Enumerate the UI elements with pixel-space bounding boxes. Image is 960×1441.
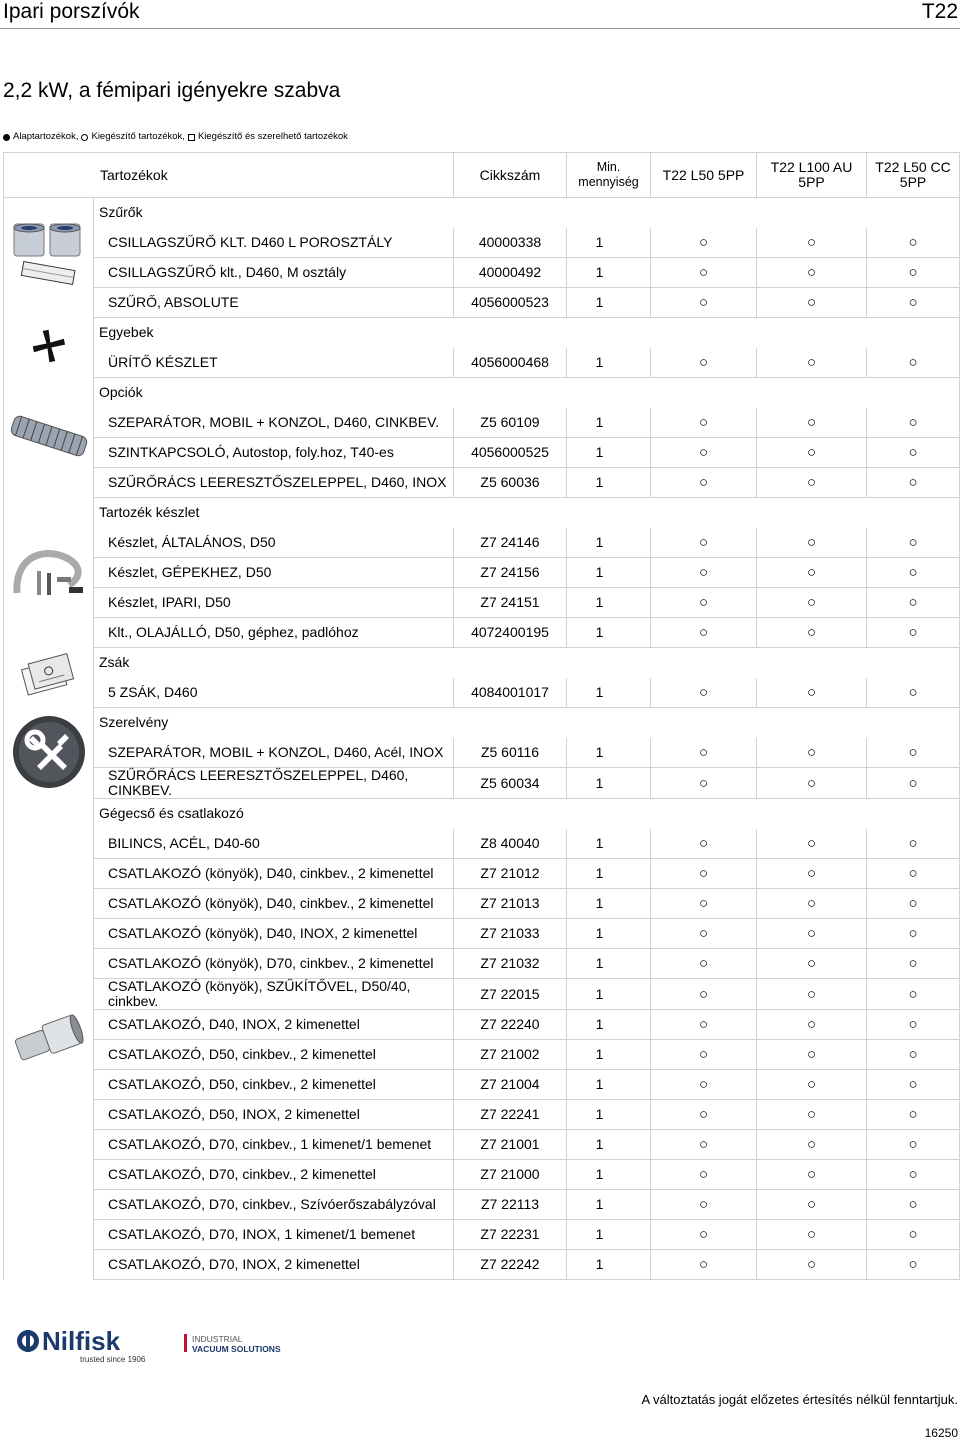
item-name: CSILLAGSZŰRŐ klt., D460, M osztály [94,258,454,288]
table-row [4,979,960,1010]
availability-marker: ○ [867,829,960,859]
availability-marker: ○ [867,919,960,949]
availability-marker: ○ [651,1130,757,1160]
item-code: Z7 21001 [454,1130,567,1160]
item-name: BILINCS, ACÉL, D40-60 [94,829,454,859]
availability-marker: ○ [757,859,867,889]
table-row [4,949,960,979]
availability-marker: ○ [757,258,867,288]
item-name: Készlet, IPARI, D50 [94,588,454,618]
availability-marker: ○ [651,1220,757,1250]
availability-marker: ○ [757,558,867,588]
availability-marker: ○ [867,678,960,708]
item-name: CSATLAKOZÓ, D50, cinkbev., 2 kimenettel [94,1070,454,1100]
availability-marker: ○ [757,288,867,318]
item-code: Z5 60116 [454,738,567,768]
item-min-qty: 1 [567,1250,651,1280]
availability-marker: ○ [651,1100,757,1130]
table-row [4,1220,960,1250]
availability-marker: ○ [757,1160,867,1190]
availability-marker: ○ [651,979,757,1010]
table-row [4,1130,960,1160]
availability-marker: ○ [757,1130,867,1160]
category-row [4,198,960,228]
item-code: Z7 24151 [454,588,567,618]
availability-marker: ○ [867,288,960,318]
filled-circle-icon [3,134,10,141]
item-min-qty: 1 [567,1040,651,1070]
availability-marker: ○ [757,979,867,1010]
table-row [4,1040,960,1070]
page-number: 16250 [924,1426,958,1440]
item-code: Z8 40040 [454,829,567,859]
item-name: Klt., OLAJÁLLÓ, D50, géphez, padlóhoz [94,618,454,648]
availability-marker: ○ [757,1250,867,1280]
availability-marker: ○ [651,588,757,618]
item-name: SZŰRŐRÁCS LEERESZTŐSZELEPPEL, D460, INOX [94,468,454,498]
table-row [4,258,960,288]
item-code: 4056000523 [454,288,567,318]
availability-marker: ○ [757,1010,867,1040]
availability-marker: ○ [867,438,960,468]
availability-marker: ○ [651,1250,757,1280]
item-name: CSILLAGSZŰRŐ KLT. D460 L POROSZTÁLY [94,228,454,258]
availability-marker: ○ [757,1100,867,1130]
availability-marker: ○ [757,588,867,618]
availability-marker: ○ [867,738,960,768]
table-row [4,738,960,768]
availability-marker: ○ [867,1010,960,1040]
category-row [4,318,960,348]
availability-marker: ○ [757,829,867,859]
item-name: Készlet, ÁLTALÁNOS, D50 [94,528,454,558]
availability-marker: ○ [867,468,960,498]
division-line-2: VACUUM SOLUTIONS [192,1344,281,1354]
item-code: 4056000468 [454,348,567,378]
item-code: Z7 21012 [454,859,567,889]
document-category: Ipari porszívók [3,0,140,23]
availability-marker: ○ [867,1130,960,1160]
item-code: 4056000525 [454,438,567,468]
item-name: SZEPARÁTOR, MOBIL + KONZOL, D460, Acél, INOX [94,738,454,768]
availability-marker: ○ [867,1190,960,1220]
item-code: Z7 21004 [454,1070,567,1100]
category-title: Szerelvény [94,708,960,738]
item-name: CSATLAKOZÓ (könyök), D40, cinkbev., 2 kimenettel [94,889,454,919]
availability-marker: ○ [867,1160,960,1190]
item-name: CSATLAKOZÓ, D70, INOX, 1 kimenet/1 bemenet [94,1220,454,1250]
availability-marker: ○ [867,768,960,799]
availability-marker: ○ [651,528,757,558]
category-image [4,318,94,378]
table-row [4,1160,960,1190]
item-min-qty: 1 [567,1220,651,1250]
item-code: Z5 60034 [454,768,567,799]
item-code: Z7 21033 [454,919,567,949]
table-row [4,228,960,258]
table-row [4,408,960,438]
table-row [4,889,960,919]
availability-marker: ○ [651,1010,757,1040]
availability-marker: ○ [867,258,960,288]
availability-marker: ○ [867,528,960,558]
table-row [4,468,960,498]
item-name: CSATLAKOZÓ, D70, cinkbev., Szívóerőszabályzóval [94,1190,454,1220]
item-min-qty: 1 [567,588,651,618]
availability-marker: ○ [651,228,757,258]
accessories-table [3,152,960,1280]
availability-marker: ○ [651,829,757,859]
category-image [4,648,94,708]
availability-marker: ○ [651,889,757,919]
availability-marker: ○ [867,1070,960,1100]
col-header-model-3: T22 L50 CC 5PP [867,153,960,198]
nilfisk-logo [16,1326,316,1366]
item-min-qty: 1 [567,228,651,258]
availability-marker: ○ [867,1100,960,1130]
item-name: CSATLAKOZÓ (könyök), D40, cinkbev., 2 kimenettel [94,859,454,889]
category-row [4,378,960,408]
availability-marker: ○ [757,348,867,378]
table-row [4,768,960,799]
availability-marker: ○ [867,408,960,438]
table-row [4,558,960,588]
availability-marker: ○ [757,468,867,498]
filter-icon [8,279,90,295]
item-min-qty: 1 [567,408,651,438]
category-row [4,498,960,528]
availability-marker: ○ [757,949,867,979]
item-code: Z7 21002 [454,1040,567,1070]
availability-marker: ○ [867,859,960,889]
item-code: Z5 60109 [454,408,567,438]
item-code: Z7 22015 [454,979,567,1010]
page-subtitle: 2,2 kW, a fémipari igényekre szabva [3,79,341,102]
item-name: 5 ZSÁK, D460 [94,678,454,708]
table-row [4,348,960,378]
item-name: CSATLAKOZÓ (könyök), D70, cinkbev., 2 kimenettel [94,949,454,979]
availability-marker: ○ [867,588,960,618]
legend-mountable: Kiegészítő és szerelhető tartozékok [197,131,348,142]
item-code: Z7 24156 [454,558,567,588]
availability-marker: ○ [867,228,960,258]
model-name: T22 [921,0,958,23]
table-row [4,829,960,859]
availability-marker: ○ [757,528,867,558]
item-min-qty: 1 [567,919,651,949]
open-circle-icon [81,134,88,141]
item-code: 40000492 [454,258,567,288]
category-title: Egyebek [94,318,960,348]
availability-marker: ○ [757,919,867,949]
availability-marker: ○ [651,738,757,768]
availability-marker: ○ [651,1160,757,1190]
availability-marker: ○ [651,258,757,288]
availability-marker: ○ [651,438,757,468]
table-row [4,1100,960,1130]
table-row [4,588,960,618]
brand-name: Nilfisk [42,1326,121,1356]
category-row [4,648,960,678]
category-row [4,708,960,738]
availability-marker: ○ [757,768,867,799]
availability-marker: ○ [757,1040,867,1070]
availability-marker: ○ [757,618,867,648]
category-image [4,799,94,1280]
item-min-qty: 1 [567,889,651,919]
table-row [4,618,960,648]
availability-marker: ○ [651,1190,757,1220]
category-title: Zsák [94,648,960,678]
item-name: CSATLAKOZÓ (könyök), D40, INOX, 2 kimenettel [94,919,454,949]
item-min-qty: 1 [567,859,651,889]
item-code: Z7 21013 [454,889,567,919]
table-row [4,678,960,708]
item-name: CSATLAKOZÓ, D50, cinkbev., 2 kimenettel [94,1040,454,1070]
item-name: SZŰRŐ, ABSOLUTE [94,288,454,318]
item-min-qty: 1 [567,768,651,799]
availability-marker: ○ [651,949,757,979]
item-min-qty: 1 [567,1100,651,1130]
legend [3,131,348,143]
item-code: Z7 21000 [454,1160,567,1190]
table-row [4,438,960,468]
table-row [4,1010,960,1040]
item-code: Z7 22241 [454,1100,567,1130]
table-row [4,288,960,318]
category-title: Opciók [94,378,960,408]
item-code: Z7 21032 [454,949,567,979]
availability-marker: ○ [651,768,757,799]
availability-marker: ○ [757,438,867,468]
item-min-qty: 1 [567,468,651,498]
item-min-qty: 1 [567,678,651,708]
item-code: 4072400195 [454,618,567,648]
item-min-qty: 1 [567,288,651,318]
item-code: Z7 22242 [454,1250,567,1280]
category-image [4,498,94,648]
item-name: CSATLAKOZÓ, D70, cinkbev., 1 kimenet/1 bemenet [94,1130,454,1160]
item-code: Z7 22231 [454,1220,567,1250]
disclaimer: A változtatás jogát előzetes értesítés nélkül fenntartjuk. [641,1392,958,1407]
category-image [4,708,94,799]
availability-marker: ○ [757,1070,867,1100]
item-name: CSATLAKOZÓ, D50, INOX, 2 kimenettel [94,1100,454,1130]
item-code: Z7 24146 [454,528,567,558]
availability-marker: ○ [757,1190,867,1220]
availability-marker: ○ [651,468,757,498]
availability-marker: ○ [651,348,757,378]
item-name: CSATLAKOZÓ, D70, cinkbev., 2 kimenettel [94,1160,454,1190]
item-name: Készlet, GÉPEKHEZ, D50 [94,558,454,588]
category-title: Tartozék készlet [94,498,960,528]
availability-marker: ○ [757,1220,867,1250]
header-divider [0,28,960,29]
brush-icon [7,451,91,467]
availability-marker: ○ [757,408,867,438]
division-line-1: INDUSTRIAL [192,1334,243,1344]
availability-marker: ○ [651,678,757,708]
availability-marker: ○ [757,228,867,258]
cross-icon [29,353,69,369]
item-code: 4084001017 [454,678,567,708]
table-row [4,1070,960,1100]
wrench-icon [9,779,89,795]
legend-standard: Alaptartozékok, [13,131,79,142]
open-square-icon [188,134,195,141]
availability-marker: ○ [867,618,960,648]
item-min-qty: 1 [567,738,651,768]
item-min-qty: 1 [567,528,651,558]
item-min-qty: 1 [567,1010,651,1040]
availability-marker: ○ [867,889,960,919]
item-code: Z5 60036 [454,468,567,498]
item-name: CSATLAKOZÓ, D40, INOX, 2 kimenettel [94,1010,454,1040]
availability-marker: ○ [867,348,960,378]
table-row [4,1190,960,1220]
availability-marker: ○ [867,1250,960,1280]
col-header-name: Tartozékok [4,153,454,198]
availability-marker: ○ [651,1070,757,1100]
item-name: CSATLAKOZÓ (könyök), SZŰKÍTŐVEL, D50/40, cinkbev. [94,979,454,1010]
availability-marker: ○ [867,558,960,588]
availability-marker: ○ [757,678,867,708]
availability-marker: ○ [757,889,867,919]
availability-marker: ○ [867,979,960,1010]
item-min-qty: 1 [567,949,651,979]
item-code: Z7 22113 [454,1190,567,1220]
category-image [4,198,94,318]
item-code: 40000338 [454,228,567,258]
item-name: CSATLAKOZÓ, D70, INOX, 2 kimenettel [94,1250,454,1280]
table-header [4,153,960,198]
bag-icon [14,688,84,704]
item-min-qty: 1 [567,438,651,468]
brand-tagline: trusted since 1906 [80,1355,146,1364]
category-title: Szűrők [94,198,960,228]
item-name: ÜRÍTŐ KÉSZLET [94,348,454,378]
category-title: Gégecső és csatlakozó [94,799,960,829]
item-min-qty: 1 [567,829,651,859]
availability-marker: ○ [757,738,867,768]
table-row [4,1250,960,1280]
legend-optional: Kiegészítő tartozékok, [91,131,185,142]
availability-marker: ○ [651,288,757,318]
availability-marker: ○ [867,1040,960,1070]
item-code: Z7 22240 [454,1010,567,1040]
availability-marker: ○ [651,618,757,648]
table-row [4,528,960,558]
item-min-qty: 1 [567,1190,651,1220]
category-row [4,799,960,829]
availability-marker: ○ [651,408,757,438]
availability-marker: ○ [651,919,757,949]
item-min-qty: 1 [567,1070,651,1100]
item-min-qty: 1 [567,618,651,648]
item-min-qty: 1 [567,258,651,288]
item-name: SZINTKAPCSOLÓ, Autostop, foly.hoz, T40-es [94,438,454,468]
availability-marker: ○ [651,558,757,588]
table-row [4,859,960,889]
col-header-code: Cikkszám [454,153,567,198]
availability-marker: ○ [651,859,757,889]
category-image [4,378,94,498]
col-header-qty: Min. mennyiség [567,153,651,198]
availability-marker: ○ [867,1220,960,1250]
item-name: SZŰRŐRÁCS LEERESZTŐSZELEPPEL, D460, CINKBEV. [94,768,454,799]
item-min-qty: 1 [567,1160,651,1190]
hose-kit-icon [7,588,91,604]
col-header-model-2: T22 L100 AU 5PP [757,153,867,198]
item-min-qty: 1 [567,348,651,378]
col-header-model-1: T22 L50 5PP [651,153,757,198]
availability-marker: ○ [651,1040,757,1070]
availability-marker: ○ [867,949,960,979]
item-min-qty: 1 [567,1130,651,1160]
item-min-qty: 1 [567,979,651,1010]
item-name: SZEPARÁTOR, MOBIL + KONZOL, D460, CINKBEV. [94,408,454,438]
table-row [4,919,960,949]
item-min-qty: 1 [567,558,651,588]
connector-icon [8,1055,90,1071]
